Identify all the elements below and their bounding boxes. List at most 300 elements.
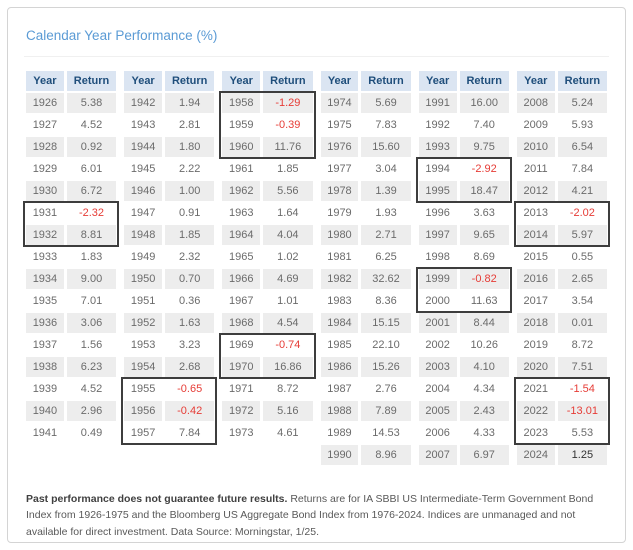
table-row	[26, 423, 116, 443]
table-row	[124, 357, 214, 377]
table-row	[26, 203, 116, 223]
year-cell: 1930	[26, 181, 64, 201]
return-cell: -0.42	[165, 401, 214, 421]
return-cell: 5.93	[571, 119, 594, 131]
year-cell: 1944	[124, 137, 162, 157]
table-row	[26, 159, 116, 179]
return-cell: 3.06	[67, 313, 116, 333]
table-row	[419, 269, 509, 289]
year-cell: 1984	[321, 313, 359, 333]
return-cell: 3.63	[473, 207, 495, 219]
table-row	[222, 93, 312, 113]
return-cell: 1.00	[165, 181, 214, 201]
table-row	[124, 379, 214, 399]
table-header-row	[124, 71, 214, 91]
return-cell: 15.15	[361, 313, 410, 333]
return-cell: -2.92	[471, 163, 497, 175]
return-cell: 8.69	[473, 251, 495, 263]
year-cell: 1959	[229, 119, 254, 131]
year-cell: 1976	[321, 137, 359, 157]
year-cell: 1953	[130, 339, 156, 351]
table-row	[222, 291, 312, 311]
year-cell: 1945	[130, 163, 156, 175]
column-header: Return	[165, 71, 214, 91]
year-cell: 1966	[222, 269, 260, 289]
return-cell: 5.53	[571, 427, 594, 439]
return-cell: 2.65	[558, 269, 607, 289]
table-row	[26, 335, 116, 355]
table-row	[321, 313, 411, 333]
year-cell: 1949	[130, 251, 156, 263]
table-row	[517, 137, 607, 157]
table-row	[517, 445, 607, 465]
table-row	[222, 137, 312, 157]
table-row	[517, 269, 607, 289]
return-cell: 3.23	[178, 339, 201, 351]
year-cell: 2013	[523, 207, 549, 219]
column-header: Year	[321, 71, 359, 91]
table-row	[517, 115, 607, 135]
page-title: Calendar Year Performance (%)	[24, 20, 609, 57]
table-row	[517, 203, 607, 223]
year-cell: 1989	[327, 427, 352, 439]
table-row	[124, 401, 214, 421]
year-cell: 1998	[425, 251, 450, 263]
year-cell: 1961	[229, 163, 254, 175]
return-cell: 4.61	[277, 427, 299, 439]
return-cell: 1.39	[361, 181, 410, 201]
year-cell: 2004	[425, 383, 450, 395]
year-cell: 1950	[124, 269, 162, 289]
table-row	[517, 291, 607, 311]
year-cell: 1972	[222, 401, 260, 421]
year-cell: 2024	[517, 445, 555, 465]
table-header-row	[321, 71, 411, 91]
return-cell: 6.97	[460, 445, 509, 465]
return-cell: 8.36	[375, 295, 397, 307]
table-row	[419, 247, 509, 267]
return-cell: 9.65	[460, 225, 509, 245]
column-header: Year	[26, 71, 64, 91]
table-row	[419, 115, 509, 135]
year-cell: 2001	[419, 313, 457, 333]
table-row	[419, 379, 509, 399]
table-row	[419, 335, 509, 355]
return-cell: 4.04	[263, 225, 312, 245]
year-cell: 1955	[130, 383, 156, 395]
year-cell: 1954	[124, 357, 162, 377]
return-cell: 4.52	[80, 383, 103, 395]
return-cell: 4.54	[263, 313, 312, 333]
table-row	[517, 93, 607, 113]
return-cell: 4.21	[558, 181, 607, 201]
column-group	[419, 71, 509, 467]
table-row	[26, 357, 116, 377]
return-cell: 8.72	[571, 339, 594, 351]
table-row	[26, 269, 116, 289]
year-cell: 1936	[26, 313, 64, 333]
table-row	[26, 313, 116, 333]
table-row	[517, 357, 607, 377]
year-cell: 2011	[523, 163, 548, 175]
return-cell: 7.01	[80, 295, 103, 307]
table-header-row	[222, 71, 312, 91]
year-cell: 1969	[229, 339, 254, 351]
table-row	[321, 269, 411, 289]
return-cell: 6.25	[375, 251, 397, 263]
return-cell: 0.01	[558, 313, 607, 333]
return-cell: 4.10	[460, 357, 509, 377]
year-cell: 2010	[517, 137, 555, 157]
return-cell: 7.40	[473, 119, 495, 131]
return-cell: 7.51	[558, 357, 607, 377]
table-row	[517, 423, 607, 443]
return-cell: 5.38	[67, 93, 116, 113]
return-cell: 22.10	[372, 339, 400, 351]
year-cell: 2002	[425, 339, 450, 351]
table-row	[124, 137, 214, 157]
year-cell: 2021	[523, 383, 549, 395]
return-cell: 2.68	[165, 357, 214, 377]
table-row	[26, 181, 116, 201]
year-cell: 2017	[523, 295, 549, 307]
year-cell: 1999	[419, 269, 457, 289]
year-cell: 1981	[327, 251, 352, 263]
year-cell: 1991	[419, 93, 457, 113]
return-cell: -1.54	[569, 383, 595, 395]
year-cell: 1935	[32, 295, 58, 307]
year-cell: 2000	[425, 295, 450, 307]
table-row	[419, 313, 509, 333]
year-cell: 1968	[222, 313, 260, 333]
table-row	[26, 115, 116, 135]
return-cell: 1.80	[165, 137, 214, 157]
year-cell: 1939	[32, 383, 58, 395]
year-cell: 2006	[425, 427, 450, 439]
return-cell: -0.74	[275, 339, 301, 351]
return-cell: 4.33	[473, 427, 495, 439]
performance-card	[7, 7, 626, 543]
year-cell: 1960	[222, 137, 260, 157]
return-cell: 1.85	[277, 163, 299, 175]
table-row	[517, 247, 607, 267]
year-cell: 1974	[321, 93, 359, 113]
return-cell: 2.22	[178, 163, 201, 175]
table-row	[321, 291, 411, 311]
return-cell: 10.26	[470, 339, 498, 351]
return-cell: -2.02	[569, 207, 595, 219]
return-cell: 1.85	[165, 225, 214, 245]
table-row	[321, 181, 411, 201]
year-cell: 1970	[222, 357, 260, 377]
return-cell: 1.94	[165, 93, 214, 113]
return-cell: 1.02	[277, 251, 299, 263]
return-cell: 5.16	[263, 401, 312, 421]
return-cell: -1.29	[263, 93, 312, 113]
year-cell: 1948	[124, 225, 162, 245]
return-cell: 6.01	[80, 163, 103, 175]
table-row	[26, 291, 116, 311]
table-row	[419, 181, 509, 201]
table-row	[419, 357, 509, 377]
table-row	[222, 203, 312, 223]
performance-table	[24, 71, 609, 467]
year-cell: 1987	[327, 383, 352, 395]
return-cell: 4.52	[80, 119, 103, 131]
return-cell: 7.84	[571, 163, 594, 175]
year-cell: 1941	[32, 427, 58, 439]
return-cell: 1.64	[277, 207, 299, 219]
table-header-row	[419, 71, 509, 91]
year-cell: 1938	[26, 357, 64, 377]
table-row	[321, 335, 411, 355]
return-cell: 16.00	[460, 93, 509, 113]
table-row	[321, 225, 411, 245]
return-cell: 18.47	[460, 181, 509, 201]
return-cell: 16.86	[263, 357, 312, 377]
return-cell: 3.54	[571, 295, 594, 307]
year-cell: 1990	[321, 445, 359, 465]
return-cell: 0.91	[178, 207, 201, 219]
return-cell: 2.71	[361, 225, 410, 245]
year-cell: 2015	[523, 251, 549, 263]
table-row	[517, 401, 607, 421]
year-cell: 1934	[26, 269, 64, 289]
year-cell: 1928	[26, 137, 64, 157]
year-cell: 2009	[523, 119, 549, 131]
return-cell: 0.92	[67, 137, 116, 157]
return-cell: 2.96	[67, 401, 116, 421]
return-cell: 7.83	[375, 119, 397, 131]
return-cell: 2.81	[178, 119, 201, 131]
table-header-row	[26, 71, 116, 91]
year-cell: 2005	[419, 401, 457, 421]
table-row	[321, 357, 411, 377]
return-cell: 11.76	[263, 137, 312, 157]
year-cell: 1926	[26, 93, 64, 113]
year-cell: 1946	[124, 181, 162, 201]
column-group	[26, 71, 116, 467]
year-cell: 2014	[517, 225, 555, 245]
return-cell: 1.01	[277, 295, 299, 307]
column-header: Return	[263, 71, 312, 91]
year-cell: 1942	[124, 93, 162, 113]
table-row	[222, 357, 312, 377]
year-cell: 1977	[327, 163, 352, 175]
table-row	[321, 401, 411, 421]
table-row	[124, 269, 214, 289]
table-row	[124, 247, 214, 267]
table-row	[517, 313, 607, 333]
year-cell: 1993	[419, 137, 457, 157]
return-cell: 8.44	[460, 313, 509, 333]
year-cell: 2016	[517, 269, 555, 289]
table-row	[517, 379, 607, 399]
year-cell: 1975	[327, 119, 352, 131]
table-row	[419, 445, 509, 465]
return-cell: 9.00	[67, 269, 116, 289]
return-cell: 7.89	[361, 401, 410, 421]
table-row	[222, 313, 312, 333]
column-header: Year	[419, 71, 457, 91]
year-cell: 1985	[327, 339, 352, 351]
table-row	[222, 225, 312, 245]
table-row	[419, 401, 509, 421]
year-cell: 1988	[321, 401, 359, 421]
return-cell: 0.70	[165, 269, 214, 289]
table-row	[124, 115, 214, 135]
year-cell: 1992	[425, 119, 450, 131]
table-row	[517, 335, 607, 355]
table-row	[222, 181, 312, 201]
footnote-bold-text: Past performance does not guarantee future results.	[26, 493, 288, 505]
return-cell: 0.55	[571, 251, 594, 263]
table-row	[321, 423, 411, 443]
year-cell: 1952	[124, 313, 162, 333]
year-cell: 1980	[321, 225, 359, 245]
year-cell: 2018	[517, 313, 555, 333]
return-cell: -2.32	[78, 207, 105, 219]
return-cell: 5.24	[558, 93, 607, 113]
return-cell: 1.56	[80, 339, 103, 351]
return-cell: 7.84	[178, 427, 201, 439]
table-row	[26, 225, 116, 245]
table-row	[321, 115, 411, 135]
return-cell: 2.76	[375, 383, 397, 395]
return-cell: 6.23	[67, 357, 116, 377]
return-cell: 1.83	[80, 251, 103, 263]
year-cell: 1986	[321, 357, 359, 377]
return-cell: 2.43	[460, 401, 509, 421]
return-cell: -0.65	[177, 383, 203, 395]
table-row	[26, 247, 116, 267]
column-group	[517, 71, 607, 467]
table-row	[222, 379, 312, 399]
return-cell: 9.75	[460, 137, 509, 157]
year-cell: 2022	[517, 401, 555, 421]
column-header: Return	[460, 71, 509, 91]
return-cell: 5.56	[263, 181, 312, 201]
year-cell: 1927	[32, 119, 58, 131]
table-row	[124, 225, 214, 245]
table-row	[222, 401, 312, 421]
year-cell: 2020	[517, 357, 555, 377]
return-cell: 4.69	[263, 269, 312, 289]
column-header: Return	[558, 71, 607, 91]
return-cell: 3.04	[375, 163, 397, 175]
year-cell: 2012	[517, 181, 555, 201]
table-row	[517, 181, 607, 201]
table-row	[222, 335, 312, 355]
table-row	[222, 423, 312, 443]
table-row	[419, 203, 509, 223]
year-cell: 1947	[130, 207, 156, 219]
return-cell: -13.01	[558, 401, 607, 421]
return-cell: 1.25	[558, 445, 607, 465]
return-cell: 2.32	[178, 251, 201, 263]
year-cell: 2007	[419, 445, 457, 465]
return-cell: 0.36	[178, 295, 201, 307]
year-cell: 1964	[222, 225, 260, 245]
table-row	[124, 203, 214, 223]
year-cell: 1962	[222, 181, 260, 201]
table-row	[124, 159, 214, 179]
column-header: Year	[222, 71, 260, 91]
table-row	[26, 93, 116, 113]
table-row	[222, 115, 312, 135]
column-group	[321, 71, 411, 467]
table-row	[419, 159, 509, 179]
year-cell: 1957	[130, 427, 156, 439]
year-cell: 1973	[229, 427, 254, 439]
return-cell: 0.49	[80, 427, 103, 439]
table-row	[321, 137, 411, 157]
table-row	[321, 247, 411, 267]
return-cell: 6.54	[558, 137, 607, 157]
table-row	[419, 423, 509, 443]
table-row	[419, 225, 509, 245]
return-cell: -0.39	[275, 119, 301, 131]
year-cell: 1965	[229, 251, 254, 263]
table-row	[124, 181, 214, 201]
table-row	[222, 247, 312, 267]
year-cell: 1982	[321, 269, 359, 289]
table-row	[222, 269, 312, 289]
table-row	[124, 291, 214, 311]
column-header: Return	[67, 71, 116, 91]
table-row	[124, 313, 214, 333]
return-cell: 11.63	[470, 295, 498, 307]
table-row	[321, 203, 411, 223]
return-cell: 8.81	[67, 225, 116, 245]
year-cell: 1931	[32, 207, 58, 219]
table-row	[124, 93, 214, 113]
return-cell: 15.26	[361, 357, 410, 377]
year-cell: 1951	[130, 295, 156, 307]
return-cell: 5.69	[361, 93, 410, 113]
return-cell: 14.53	[372, 427, 400, 439]
table-row	[124, 423, 214, 443]
return-cell: 4.34	[473, 383, 495, 395]
table-row	[419, 93, 509, 113]
table-row	[321, 93, 411, 113]
year-cell: 2019	[523, 339, 549, 351]
footnote-text: Returns are for IA SBBI US Intermediate-Term Government Bond Index from 1926-1975 and the Bloomberg US Aggregate Bond Index from 1976-2024. Indices are unmanaged and not available for direct investment. Data Source: Morningstar, 1/25.	[26, 493, 594, 538]
footnote	[24, 491, 609, 540]
year-cell: 1996	[425, 207, 450, 219]
return-cell: 6.72	[67, 181, 116, 201]
year-cell: 1971	[229, 383, 254, 395]
table-row	[124, 335, 214, 355]
year-cell: 1956	[124, 401, 162, 421]
column-header: Year	[517, 71, 555, 91]
year-cell: 1933	[32, 251, 58, 263]
column-header: Return	[361, 71, 410, 91]
return-cell: -0.82	[460, 269, 509, 289]
return-cell: 1.63	[165, 313, 214, 333]
year-cell: 1943	[130, 119, 156, 131]
year-cell: 1995	[419, 181, 457, 201]
table-row	[517, 159, 607, 179]
year-cell: 1958	[222, 93, 260, 113]
table-row	[321, 379, 411, 399]
return-cell: 5.97	[558, 225, 607, 245]
year-cell: 1978	[321, 181, 359, 201]
return-cell: 8.96	[361, 445, 410, 465]
year-cell: 2008	[517, 93, 555, 113]
year-cell: 1937	[32, 339, 58, 351]
year-cell: 1940	[26, 401, 64, 421]
